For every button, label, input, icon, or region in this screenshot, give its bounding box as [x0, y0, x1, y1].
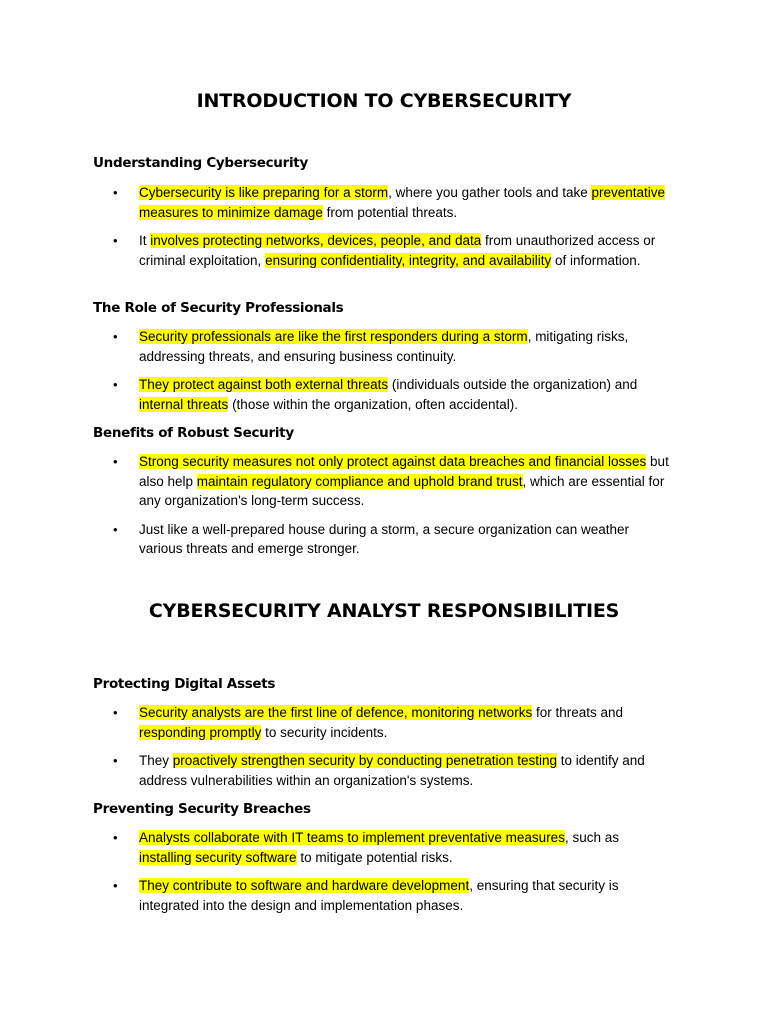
highlighted-text: preventative measures to minimize damage — [139, 185, 666, 220]
body-text: of information. — [551, 252, 641, 268]
body-text: (individuals outside the organization) and — [388, 377, 638, 392]
highlighted-text: internal threats — [139, 396, 229, 412]
section-heading-role: The Role of Security Professionals — [93, 300, 344, 316]
highlighted-text: involves protecting networks, devices, people, and data — [150, 233, 482, 248]
bullet-list-protecting — [0, 703, 768, 799]
body-text: (those within the organization, often accidental). — [228, 396, 518, 412]
list-item — [0, 231, 768, 270]
highlighted-text: proactively strengthen security by conducting penetration testing — [172, 753, 557, 768]
bullet-dot-icon: • — [113, 830, 118, 845]
list-item — [0, 452, 768, 511]
highlighted-text: They protect against both external threats — [139, 377, 389, 392]
body-text: for threats and — [532, 705, 623, 720]
bullet-dot-icon: • — [113, 454, 118, 469]
body-text: , such as — [564, 830, 619, 845]
bullet-dot-icon: • — [113, 185, 118, 200]
list-item — [0, 828, 768, 867]
section-heading-understanding: Understanding Cybersecurity — [93, 155, 308, 171]
page-title: INTRODUCTION TO CYBERSECURITY — [196, 90, 572, 112]
bullet-dot-icon: • — [113, 705, 118, 720]
list-item — [0, 327, 768, 366]
body-text: to security incidents. — [261, 724, 388, 740]
body-text: , which are essential for any organization's long-term success. — [139, 473, 665, 508]
body-text: to identify and address vulnerabilities within an organization's systems. — [139, 753, 645, 788]
body-text: , ensuring that security is integrated into the design and implementation phases. — [139, 878, 619, 913]
section-heading-benefits: Benefits of Robust Security — [93, 425, 294, 441]
bullet-dot-icon: • — [113, 753, 118, 768]
list-item — [0, 751, 768, 790]
body-text: , mitigating risks, addressing threats, and ensuring business continuity. — [139, 329, 629, 364]
bullet-dot-icon: • — [113, 233, 118, 248]
body-text: Just like a well-prepared house during a storm, a secure organization can weather various threats and emerge stronger. — [139, 521, 630, 556]
bullet-dot-icon: • — [113, 377, 118, 392]
section-heading-protecting: Protecting Digital Assets — [93, 676, 276, 692]
body-text: It — [139, 233, 151, 248]
highlighted-text: They contribute to software and hardware development — [139, 878, 470, 893]
body-text: from unauthorized access or criminal exploitation, — [139, 233, 656, 268]
body-text: but also help — [139, 454, 669, 489]
bullet-dot-icon: • — [113, 521, 118, 537]
list-item — [0, 375, 768, 414]
body-text: from potential threats. — [322, 204, 458, 220]
bullet-dot-icon: • — [113, 329, 118, 344]
bullet-list-role — [0, 327, 768, 423]
highlighted-text: Strong security measures not only protect against data breaches and financial losses — [139, 454, 647, 469]
body-text: They — [139, 753, 173, 768]
highlighted-text: ensuring confidentiality, integrity, and availability — [265, 252, 552, 268]
highlighted-text: Security professionals are like the first responders during a storm — [139, 329, 528, 344]
bullet-list-understanding — [0, 183, 768, 279]
section-heading-preventing: Preventing Security Breaches — [93, 801, 311, 817]
list-item — [0, 703, 768, 742]
body-text: to mitigate potential risks. — [296, 849, 453, 865]
highlighted-text: Analysts collaborate with IT teams to implement preventative measures — [139, 830, 565, 845]
list-item — [0, 520, 768, 559]
highlighted-text: Cybersecurity is like preparing for a storm — [139, 185, 389, 200]
bullet-list-preventing — [0, 828, 768, 924]
list-item — [0, 183, 768, 222]
highlighted-text: responding promptly — [139, 724, 262, 740]
highlighted-text: installing security software — [139, 849, 297, 865]
page-title-2: CYBERSECURITY ANALYST RESPONSIBILITIES — [148, 600, 620, 622]
highlighted-text: Security analysts are the first line of defence, monitoring networks — [139, 705, 533, 720]
list-item — [0, 876, 768, 915]
highlighted-text: maintain regulatory compliance and uphold brand trust — [196, 473, 523, 489]
bullet-list-benefits — [0, 452, 768, 568]
bullet-dot-icon: • — [113, 878, 118, 893]
body-text: , where you gather tools and take — [388, 185, 592, 200]
